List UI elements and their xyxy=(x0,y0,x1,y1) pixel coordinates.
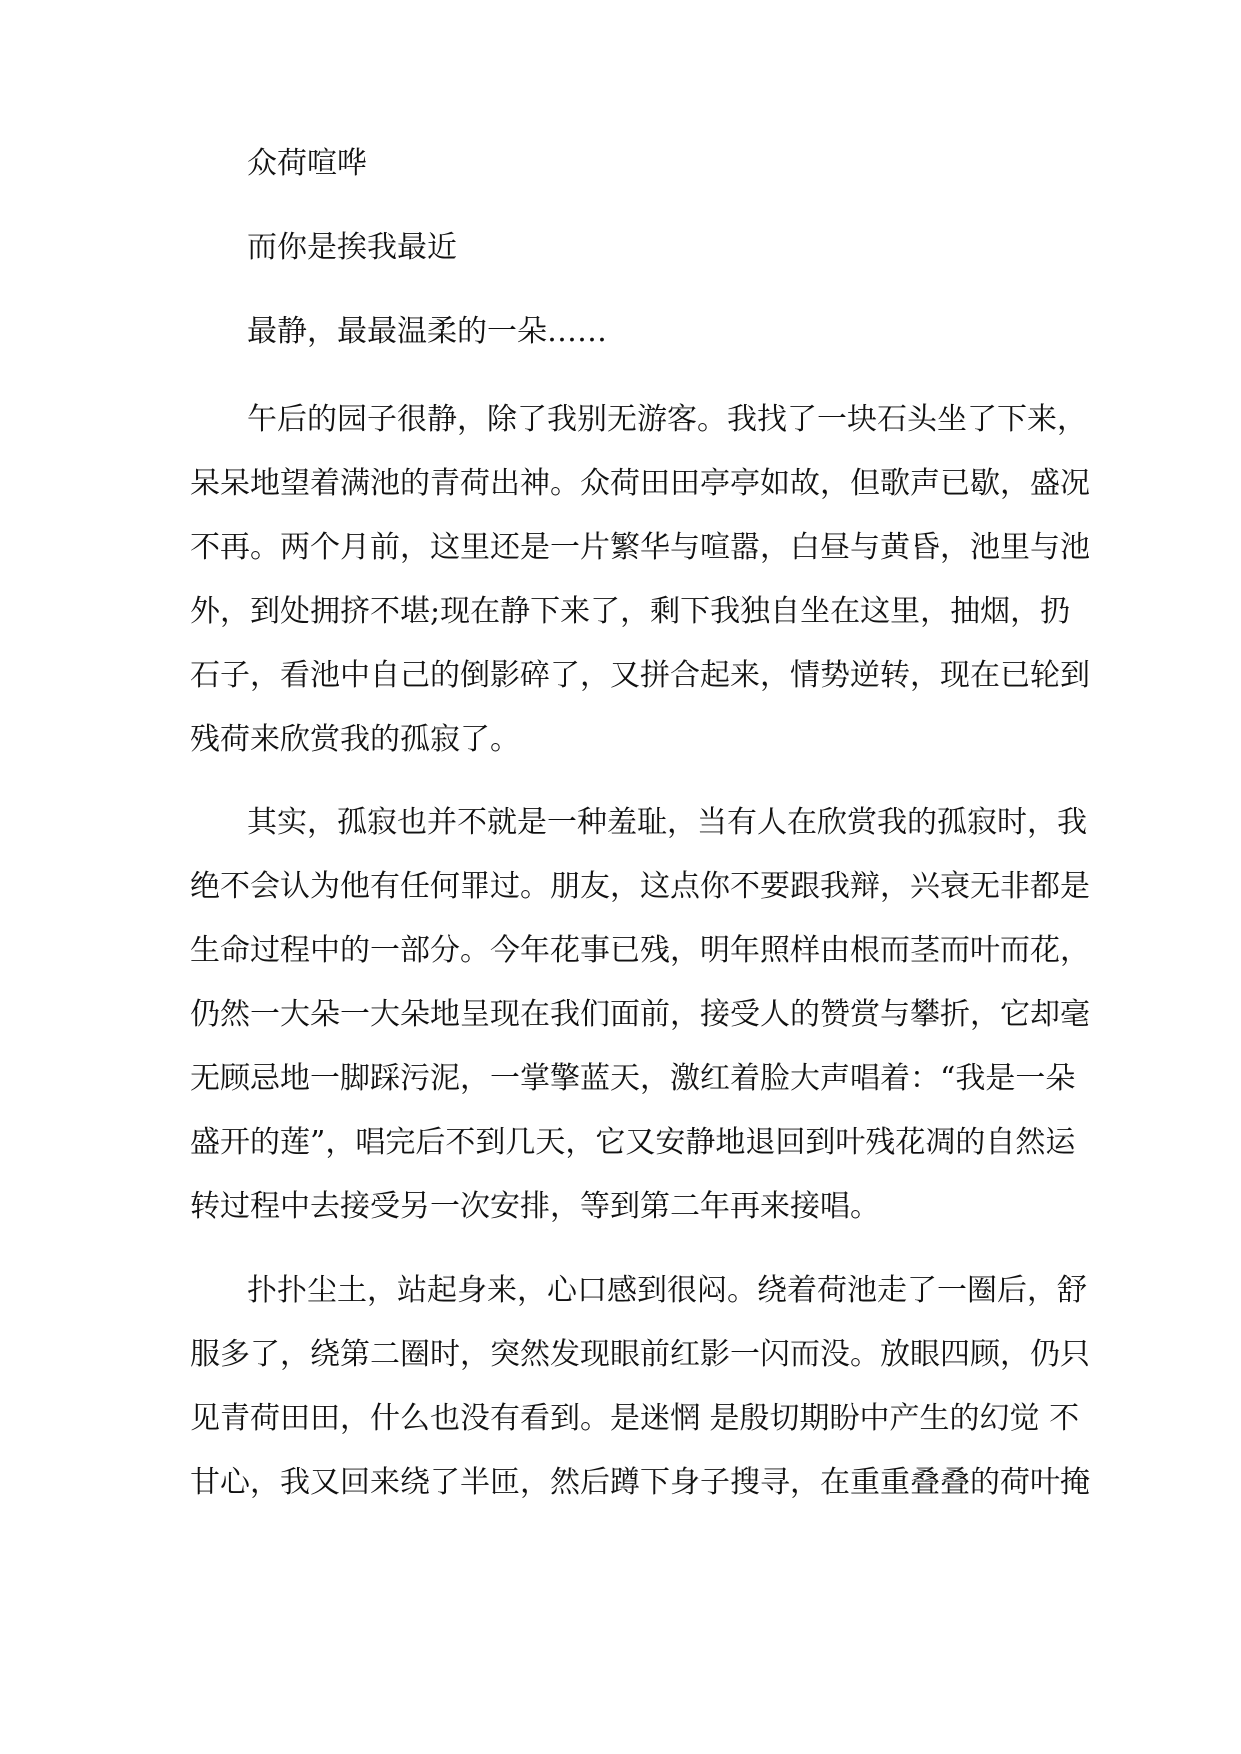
paragraph-line: 甘心，我又回来绕了半匝，然后蹲下身子搜寻，在重重叠叠的荷叶掩 xyxy=(190,1465,1090,1500)
paragraph-line: 服多了，绕第二圈时，突然发现眼前红影一闪而没。放眼四顾，仍只 xyxy=(190,1337,1090,1372)
paragraph-line: 盛开的莲”，唱完后不到几天，它又安静地退回到叶残花凋的自然运 xyxy=(190,1125,1076,1160)
paragraph-line: 扑扑尘土，站起身来，心口感到很闷。绕着荷池走了一圈后，舒 xyxy=(247,1273,1087,1308)
poem-line: 而你是挨我最近 xyxy=(247,230,457,265)
paragraph-line: 生命过程中的一部分。今年花事已残，明年照样由根而茎而叶而花， xyxy=(190,933,1090,968)
paragraph-line: 其实，孤寂也并不就是一种羞耻，当有人在欣赏我的孤寂时，我 xyxy=(247,805,1087,840)
paragraph-line: 无顾忌地一脚踩污泥，一掌擎蓝天，激红着脸大声唱着：“我是一朵 xyxy=(190,1061,1076,1096)
paragraph-line: 午后的园子很静，除了我别无游客。我找了一块石头坐了下来， xyxy=(247,402,1087,437)
paragraph-line: 外，到处拥挤不堪;现在静下来了，剩下我独自坐在这里，抽烟，扔 xyxy=(190,594,1071,629)
poem-line: 众荷喧哗 xyxy=(247,146,367,181)
paragraph-line: 仍然一大朵一大朵地呈现在我们面前，接受人的赞赏与攀折，它却毫 xyxy=(190,997,1090,1032)
paragraph-line: 石子，看池中自己的倒影碎了，又拼合起来，情势逆转，现在已轮到 xyxy=(190,658,1090,693)
paragraph-line: 残荷来欣赏我的孤寂了。 xyxy=(190,722,520,757)
paragraph-line: 不再。两个月前，这里还是一片繁华与喧嚣，白昼与黄昏，池里与池 xyxy=(190,530,1090,565)
paragraph-line: 转过程中去接受另一次安排，等到第二年再来接唱。 xyxy=(190,1189,880,1224)
paragraph-line: 呆呆地望着满池的青荷出神。众荷田田亭亭如故，但歌声已歇，盛况 xyxy=(190,466,1090,501)
poem-line: 最静，最最温柔的一朵…… xyxy=(247,314,607,349)
paragraph-line: 绝不会认为他有任何罪过。朋友，这点你不要跟我辩，兴衰无非都是 xyxy=(190,869,1090,904)
paragraph-line: 见青荷田田，什么也没有看到。是迷惘 是殷切期盼中产生的幻觉 不 xyxy=(190,1401,1080,1436)
